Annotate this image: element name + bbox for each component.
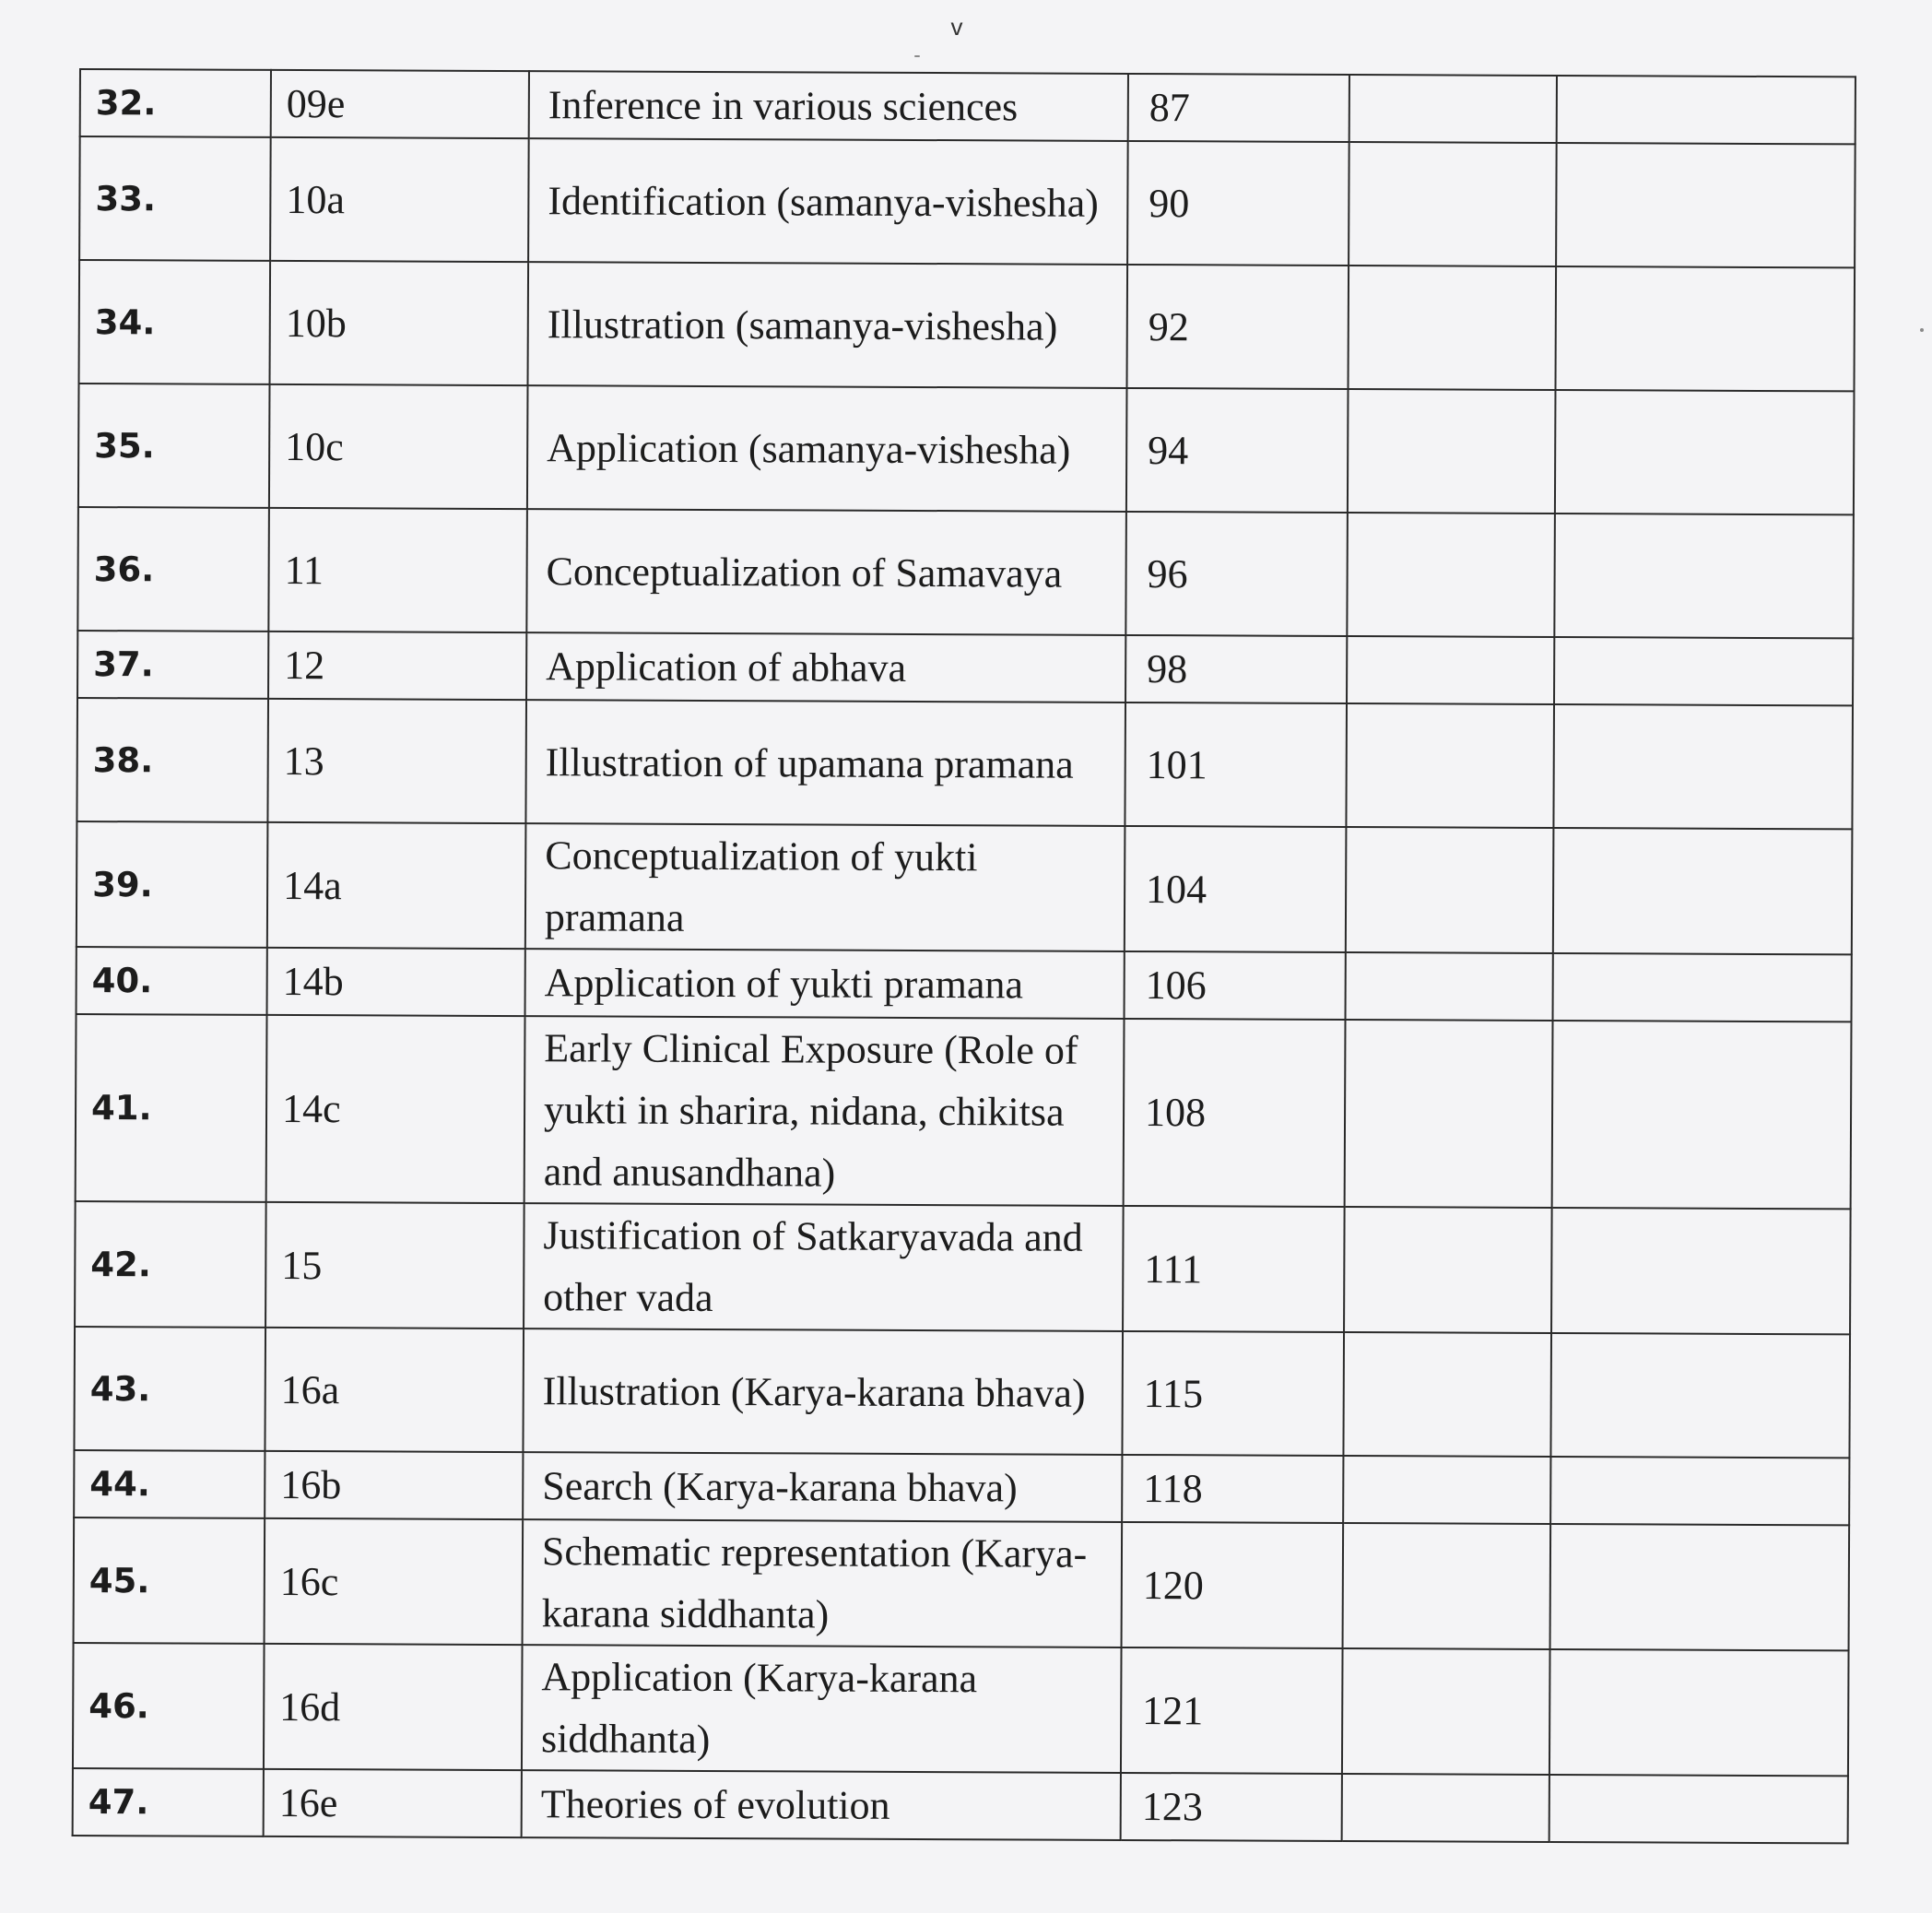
blank-cell	[1346, 952, 1553, 1021]
page-number-cell: 101	[1125, 703, 1347, 827]
table-row	[77, 631, 1853, 705]
table-row	[74, 1517, 1850, 1650]
table-row	[73, 1643, 1849, 1776]
blank-cell	[1345, 1020, 1553, 1208]
page-number-cell: 94	[1126, 388, 1349, 513]
blank-cell	[1343, 1332, 1551, 1457]
activity-code-cell: 14a	[267, 822, 526, 949]
activity-name-cell: Early Clinical Exposure (Role of yukti in sharira, nidana, chikitsa and anusandhana)	[524, 1016, 1125, 1206]
serial-number-cell: 42.	[75, 1201, 266, 1328]
serial-number-cell: 32.	[80, 69, 271, 137]
page-number-cell: 87	[1128, 74, 1349, 142]
blank-cell	[1557, 76, 1855, 144]
blank-cell	[1550, 1457, 1849, 1525]
activity-name-cell: Application of abhava	[526, 632, 1125, 703]
page-number-cell: 90	[1127, 141, 1349, 266]
activity-name-cell: Illustration (samanya-vishesha)	[528, 262, 1128, 388]
activity-name-cell: Application (samanya-vishesha)	[527, 385, 1127, 512]
blank-cell	[1549, 1775, 1848, 1843]
activity-code-cell: 14b	[267, 948, 525, 1016]
activity-name-cell: Illustration (Karya-karana bhava)	[523, 1328, 1123, 1455]
page-number-cell: 118	[1122, 1455, 1343, 1523]
table-row	[77, 947, 1852, 1021]
scan-speck	[1920, 328, 1924, 332]
serial-number-cell: 36.	[77, 507, 269, 632]
activity-code-cell: 12	[268, 632, 526, 700]
page-number-cell: 104	[1125, 826, 1347, 952]
activity-code-cell: 10c	[269, 384, 528, 509]
activity-code-cell: 16a	[265, 1328, 524, 1452]
activity-name-cell: Conceptualization of yukti pramana	[525, 823, 1125, 951]
activity-name-cell: Conceptualization of Samavaya	[526, 509, 1126, 635]
serial-number-cell: 46.	[73, 1643, 265, 1769]
serial-number-cell: 43.	[74, 1327, 265, 1451]
serial-number-cell: 45.	[74, 1517, 265, 1644]
serial-number-cell: 47.	[73, 1768, 264, 1836]
page-number-cell: 96	[1125, 512, 1348, 636]
table-row	[79, 136, 1855, 267]
activity-name-cell: Schematic representation (Karya-karana siddhanta)	[523, 1519, 1123, 1647]
activity-name-cell: Search (Karya-karana bhava)	[523, 1452, 1122, 1522]
table-row	[77, 507, 1854, 638]
serial-number-cell: 35.	[78, 384, 270, 508]
blank-cell	[1550, 1333, 1850, 1458]
activity-name-cell: Identification (samanya-vishesha)	[528, 138, 1128, 265]
activity-code-cell: 10b	[270, 261, 529, 385]
blank-cell	[1348, 266, 1556, 390]
activity-code-cell: 11	[268, 508, 527, 632]
blank-cell	[1343, 1523, 1551, 1649]
activity-name-cell: Inference in various sciences	[529, 71, 1128, 141]
activity-name-cell: Application of yukti pramana	[525, 949, 1125, 1019]
page-number-cell: 108	[1124, 1019, 1346, 1207]
blank-cell	[1553, 953, 1852, 1021]
serial-number-cell: 41.	[76, 1014, 267, 1202]
table-row	[77, 821, 1853, 954]
activity-code-cell: 09e	[271, 70, 529, 138]
blank-cell	[1347, 513, 1555, 637]
blank-cell	[1553, 828, 1853, 954]
blank-cell	[1552, 1021, 1852, 1209]
table-row	[74, 1327, 1850, 1458]
activity-code-cell: 14c	[266, 1015, 525, 1203]
table-row	[79, 260, 1855, 391]
blank-cell	[1342, 1774, 1549, 1842]
activity-code-cell: 13	[267, 699, 526, 823]
activity-name-cell: Application (Karya-karana siddhanta)	[522, 1645, 1122, 1773]
blank-cell	[1555, 266, 1855, 391]
blank-cell	[1556, 143, 1855, 267]
page-number-cell: 92	[1126, 265, 1349, 389]
table-row	[77, 698, 1853, 829]
blank-cell	[1553, 704, 1853, 829]
blank-cell	[1348, 389, 1556, 514]
blank-cell	[1347, 636, 1554, 704]
page-number-cell: 111	[1123, 1206, 1345, 1332]
activity-code-cell: 10a	[270, 137, 529, 262]
table-body	[73, 69, 1855, 1843]
blank-cell	[1549, 1649, 1849, 1776]
blank-cell	[1554, 514, 1854, 638]
table-row	[73, 1768, 1848, 1843]
serial-number-cell: 38.	[77, 698, 268, 822]
table-row	[80, 69, 1855, 144]
serial-number-cell: 37.	[77, 631, 268, 699]
serial-number-cell: 33.	[79, 136, 271, 261]
blank-cell	[1555, 390, 1855, 514]
serial-number-cell: 44.	[74, 1450, 265, 1518]
page-number-cell: 115	[1122, 1331, 1344, 1456]
serial-number-cell: 39.	[77, 821, 268, 948]
scan-speck	[914, 55, 920, 57]
page-number-cell: 123	[1121, 1773, 1342, 1841]
blank-cell	[1342, 1648, 1550, 1775]
activity-name-cell: Justification of Satkaryavada and other vada	[524, 1203, 1124, 1331]
blank-cell	[1344, 1207, 1552, 1333]
blank-cell	[1346, 827, 1554, 953]
blank-cell	[1343, 1456, 1550, 1524]
activity-name-cell: Illustration of upamana pramana	[525, 700, 1125, 826]
blank-cell	[1551, 1208, 1851, 1334]
blank-cell	[1349, 142, 1557, 266]
activity-code-cell: 15	[265, 1202, 524, 1328]
blank-cell	[1550, 1524, 1850, 1650]
table-row	[76, 1014, 1852, 1209]
activity-index-table	[72, 68, 1856, 1844]
activity-code-cell: 16d	[264, 1644, 523, 1770]
activity-code-cell: 16c	[265, 1518, 524, 1645]
blank-cell	[1349, 75, 1557, 143]
page-number-cell: 106	[1125, 951, 1346, 1020]
page-number-cell: 98	[1125, 635, 1347, 703]
blank-cell	[1346, 703, 1554, 828]
serial-number-cell: 40.	[77, 947, 267, 1015]
table-row	[78, 384, 1855, 514]
page-number-cell: 120	[1122, 1522, 1344, 1648]
serial-number-cell: 34.	[79, 260, 271, 384]
page-number-cell: 121	[1121, 1647, 1343, 1774]
activity-name-cell: Theories of evolution	[522, 1770, 1121, 1840]
activity-code-cell: 16b	[265, 1451, 523, 1519]
table-row	[75, 1201, 1851, 1334]
blank-cell	[1554, 637, 1853, 705]
page-number-mark: v	[950, 13, 963, 41]
table-row	[74, 1450, 1849, 1525]
activity-code-cell: 16e	[264, 1769, 522, 1837]
